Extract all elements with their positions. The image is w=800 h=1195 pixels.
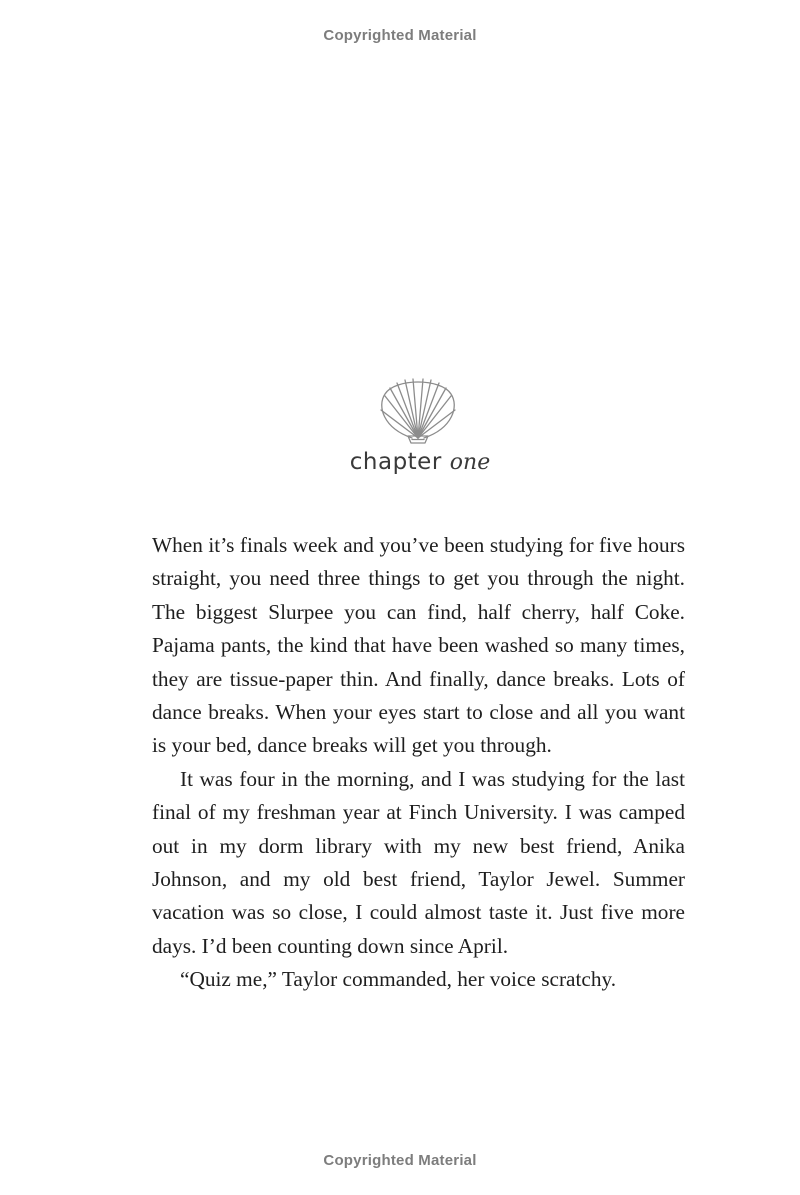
chapter-heading [0, 449, 800, 475]
chapter-word: chapter [349, 449, 442, 475]
chapter-body [152, 529, 685, 997]
copyright-watermark-bottom: Copyrighted Material [323, 1152, 477, 1169]
paragraph-1: When it’s finals week and you’ve been studying for five hours straight, you need three things to get you through the night. The biggest Slurpee you can find, half cherry, half Coke. Pajama pants, the kind that have been washed so many times, they are tissue-paper thin. And finally, dance breaks. Lots of dance breaks. When your eyes start to close and all you want is your bed, dance breaks will get you through. [152, 533, 685, 758]
paragraph-2: It was four in the morning, and I was studying for the last final of my freshman year at Finch University. I was camped out in my dorm library with my new best friend, Anika Johnson, and my old best friend, Taylor Jewel. Summer vacation was so close, I could almost taste it. Just five more days. I’d been counting down since April. [152, 766, 685, 958]
chapter-number: one [449, 450, 491, 475]
scallop-shell-icon [375, 376, 461, 444]
copyright-watermark-top: Copyrighted Material [323, 27, 477, 44]
paragraph-3: “Quiz me,” Taylor commanded, her voice scratchy. [180, 967, 617, 992]
